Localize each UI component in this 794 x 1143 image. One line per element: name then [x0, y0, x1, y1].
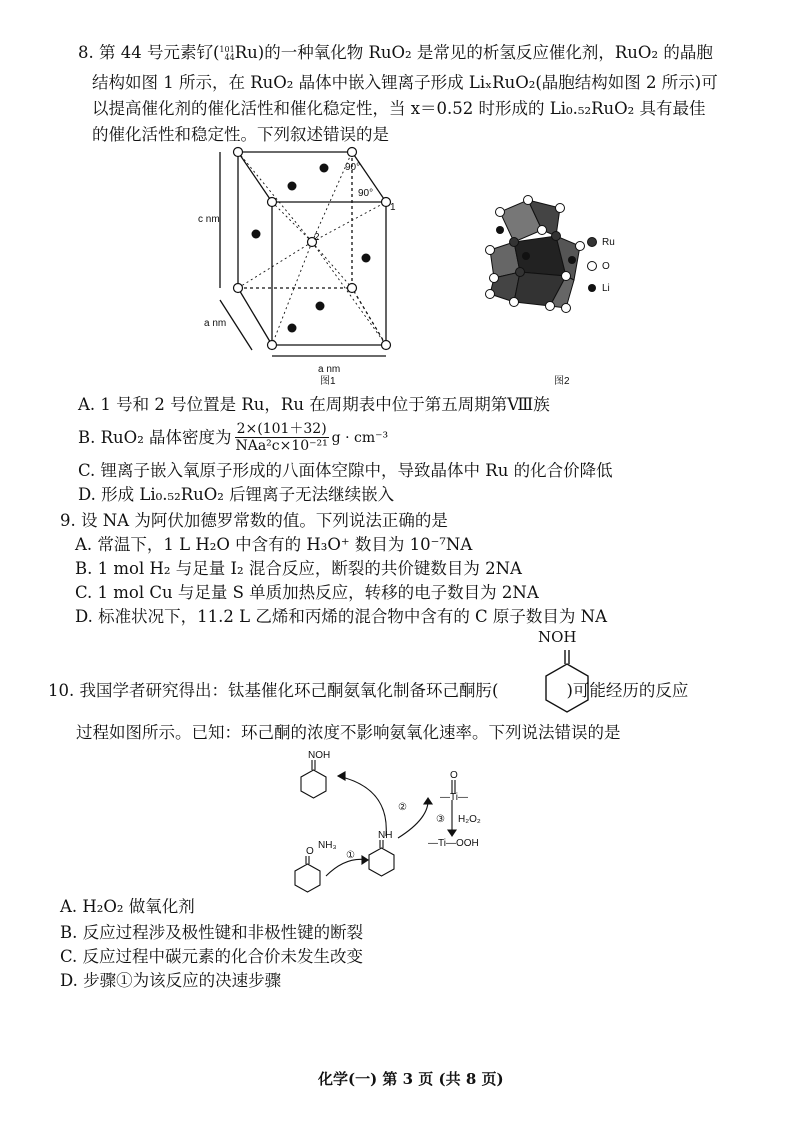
svg-text:O: O [306, 846, 314, 857]
q8-option-a: A. 1 号和 2 号位置是 Ru，Ru 在周期表中位于第五周期第Ⅷ族 [78, 395, 550, 414]
svg-text:O: O [450, 770, 458, 781]
svg-text:1: 1 [390, 202, 396, 213]
svg-text:H₂O₂: H₂O₂ [458, 814, 481, 825]
reaction-scheme [290, 748, 500, 898]
q8-line2: 结构如图 1 所示，在 RuO₂ 晶体中嵌入锂离子形成 LiₓRuO₂(晶胞结构如图 2 所示)可 [92, 73, 718, 92]
q8-option-d: D. 形成 Li₀.₅₂RuO₂ 后锂离子无法继续嵌入 [78, 485, 395, 504]
svg-text:NH: NH [378, 830, 393, 841]
figure-2-lithium-structure [470, 190, 630, 390]
q10-option-b: B. 反应过程涉及极性键和非极性键的断裂 [60, 923, 364, 942]
oxime-noh-label: NOH [538, 628, 577, 646]
figure-1-unit-cell [200, 140, 420, 390]
q9-stem: 9. 设 NA 为阿伏加德罗常数的值。下列说法正确的是 [60, 511, 448, 530]
svg-text:—Ti—: —Ti— [440, 792, 468, 803]
svg-text:①: ① [346, 850, 355, 861]
q10-line2: 过程如图所示。已知：环己酮的浓度不影响氨氧化速率。下列说法错误的是 [76, 723, 621, 742]
svg-text:c nm: c nm [198, 214, 220, 225]
q9-option-b: B. 1 mol H₂ 与足量 I₂ 混合反应，断裂的共价键数目为 2NA [75, 559, 522, 578]
density-fraction: $\frac{2\times(101+32)}{\text{NAa²c×10⁻²¹}}$ [235, 421, 328, 454]
svg-text:③: ③ [436, 814, 445, 825]
svg-text:NOH: NOH [308, 750, 331, 761]
q8-line1: 8. 第 44 号元素钌( 101 44 Ru)的一种氧化物 RuO₂ 是常见的析氢反应催化剂，RuO₂ 的晶胞 [78, 43, 713, 62]
svg-text:Ru: Ru [602, 237, 615, 248]
svg-text:2: 2 [314, 232, 320, 243]
svg-text:a nm: a nm [204, 318, 227, 329]
svg-text:NH₃: NH₃ [318, 840, 337, 851]
q8-option-b: B. RuO₂ 晶体密度为 $\frac{2\times(101+32)}{\text{NAa²c×10⁻²¹}}$ g · cm⁻³ [78, 421, 389, 454]
q9-option-a: A. 常温下，1 L H₂O 中含有的 H₃O⁺ 数目为 10⁻⁷NA [75, 535, 473, 554]
q10-option-a: A. H₂O₂ 做氧化剂 [60, 897, 195, 916]
svg-text:图1: 图1 [320, 376, 336, 387]
q9-option-d: D. 标准状况下，11.2 L 乙烯和丙烯的混合物中含有的 C 原子数目为 NA [75, 607, 608, 626]
svg-text:图2: 图2 [554, 376, 570, 387]
svg-text:90°: 90° [345, 162, 361, 173]
svg-text:O: O [602, 261, 610, 272]
q9-option-c: C. 1 mol Cu 与足量 S 单质加热反应，转移的电子数目为 2NA [75, 583, 539, 602]
q8-line4: 的催化活性和稳定性。下列叙述错误的是 [92, 125, 389, 144]
q10-option-c: C. 反应过程中碳元素的化合价未发生改变 [60, 947, 364, 966]
q8-option-c: C. 锂离子嵌入氧原子形成的八面体空隙中，导致晶体中 Ru 的化合价降低 [78, 461, 613, 480]
svg-text:②: ② [398, 802, 407, 813]
q10-option-d: D. 步骤①为该反应的决速步骤 [60, 971, 282, 990]
q8-line3: 以提高催化剂的催化活性和催化稳定性，当 x＝0.52 时形成的 Li₀.₅₂RuO₂ 具有最佳 [92, 99, 706, 118]
svg-text:—Ti—OOH: —Ti—OOH [428, 838, 479, 849]
page-footer: 化学(一) 第 3 页 (共 8 页) [318, 1070, 504, 1088]
svg-text:90°: 90° [358, 188, 374, 199]
q10-line1: 10. 我国学者研究得出：钛基催化环己酮氨氧化制备环己酮肟( )可能经历的反应 [48, 681, 689, 700]
svg-text:Li: Li [602, 283, 610, 294]
svg-text:a nm: a nm [318, 364, 341, 375]
